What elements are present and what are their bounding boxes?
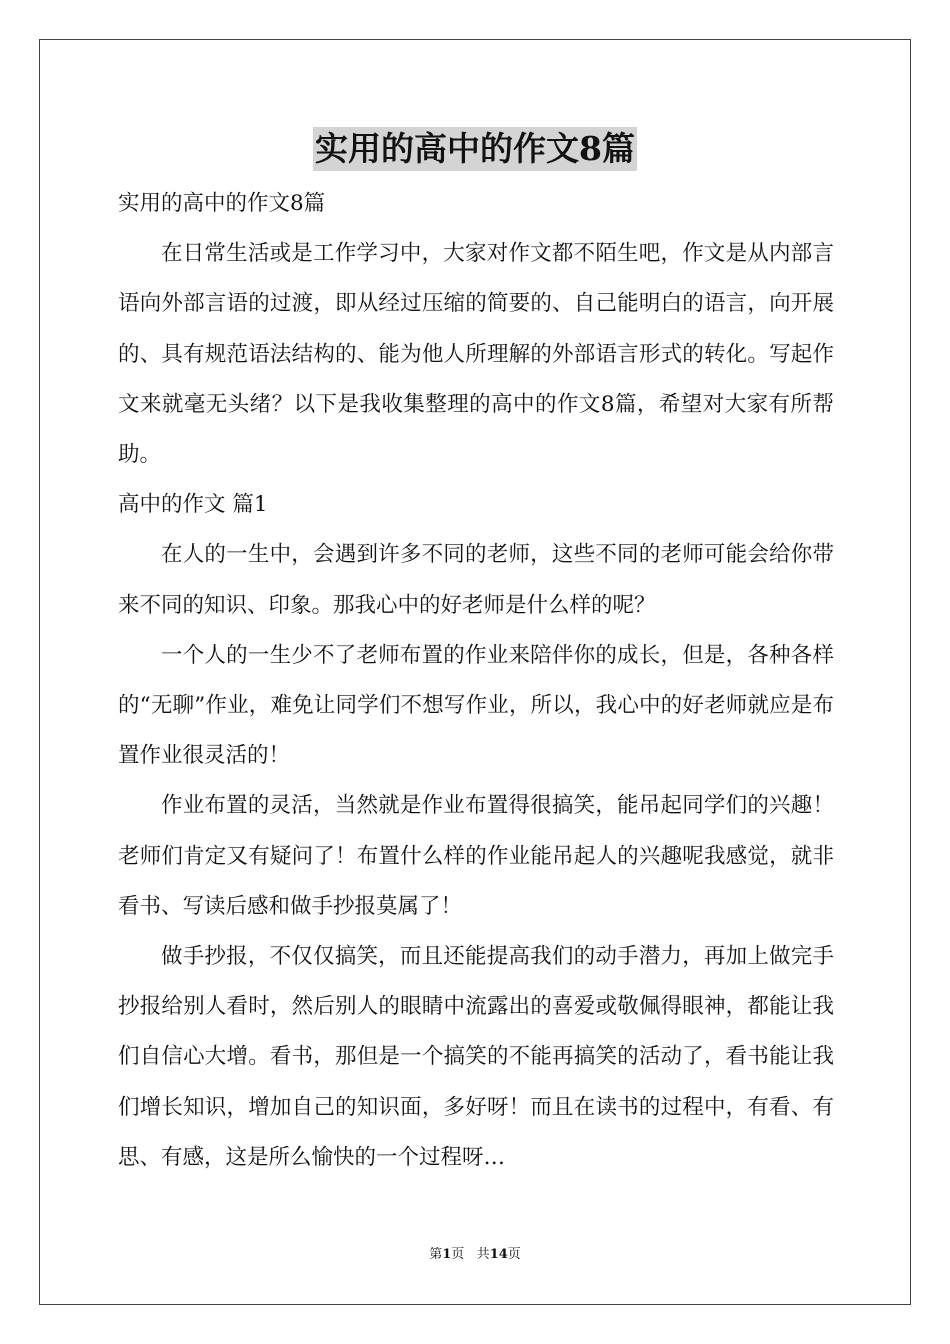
document-title: 实用的高中的作文8篇 [313,127,637,171]
page-prefix: 第 [429,1247,443,1262]
document-body [118,179,834,1183]
page-footer [0,1245,950,1265]
title-area [0,127,950,171]
total-prefix: 共 [476,1247,490,1262]
total-pages: 14 [489,1247,508,1262]
document-subtitle: 实用的高中的作文8篇 [118,191,326,216]
intro-paragraph: 在日常生活或是工作学习中，大家对作文都不陌生吧，作文是从内部言语向外部言语的过渡，即从经过压缩的简要的、自己能明白的语言，向开展的、具有规范语法结构的、能为他人所理解的外部语言形式的转化。写起作文来就毫无头绪？以下是我收集整理的高中的作文8篇，希望对大家有所帮助。 [118,241,834,468]
body-paragraph: 作业布置的灵活，当然就是作业布置得很搞笑，能吊起同学们的兴趣！老师们肯定又有疑问了！布置什么样的作业能吊起人的兴趣呢我感觉，就非看书、写读后感和做手抄报莫属了！ [118,793,834,919]
total-unit: 页 [507,1247,521,1262]
body-paragraph: 一个人的一生少不了老师布置的作业来陪伴你的成长，但是，各种各样的“无聊”作业，难免让同学们不想写作业，所以，我心中的好老师就应是布置作业很灵活的！ [118,642,834,769]
page-number: 1 [442,1247,452,1262]
section-heading: 高中的作文 篇1 [118,492,268,518]
body-paragraph: 在人的一生中，会遇到许多不同的老师，这些不同的老师可能会给你带来不同的知识、印象。那我心中的好老师是什么样的呢？ [118,542,834,618]
body-paragraph: 做手抄报，不仅仅搞笑，而且还能提高我们的动手潜力，再加上做完手抄报给别人看时，然后别人的眼睛中流露出的喜爱或敬佩得眼神，都能让我们自信心大增。看书，那但是一个搞笑的不能再搞笑的活动了，看书能让我们增长知识，增加自己的知识面，多好呀！而且在读书的过程中，有看、有思、有感，这是所么愉快的一个过程呀… [118,944,834,1170]
page-unit: 页 [451,1247,465,1262]
